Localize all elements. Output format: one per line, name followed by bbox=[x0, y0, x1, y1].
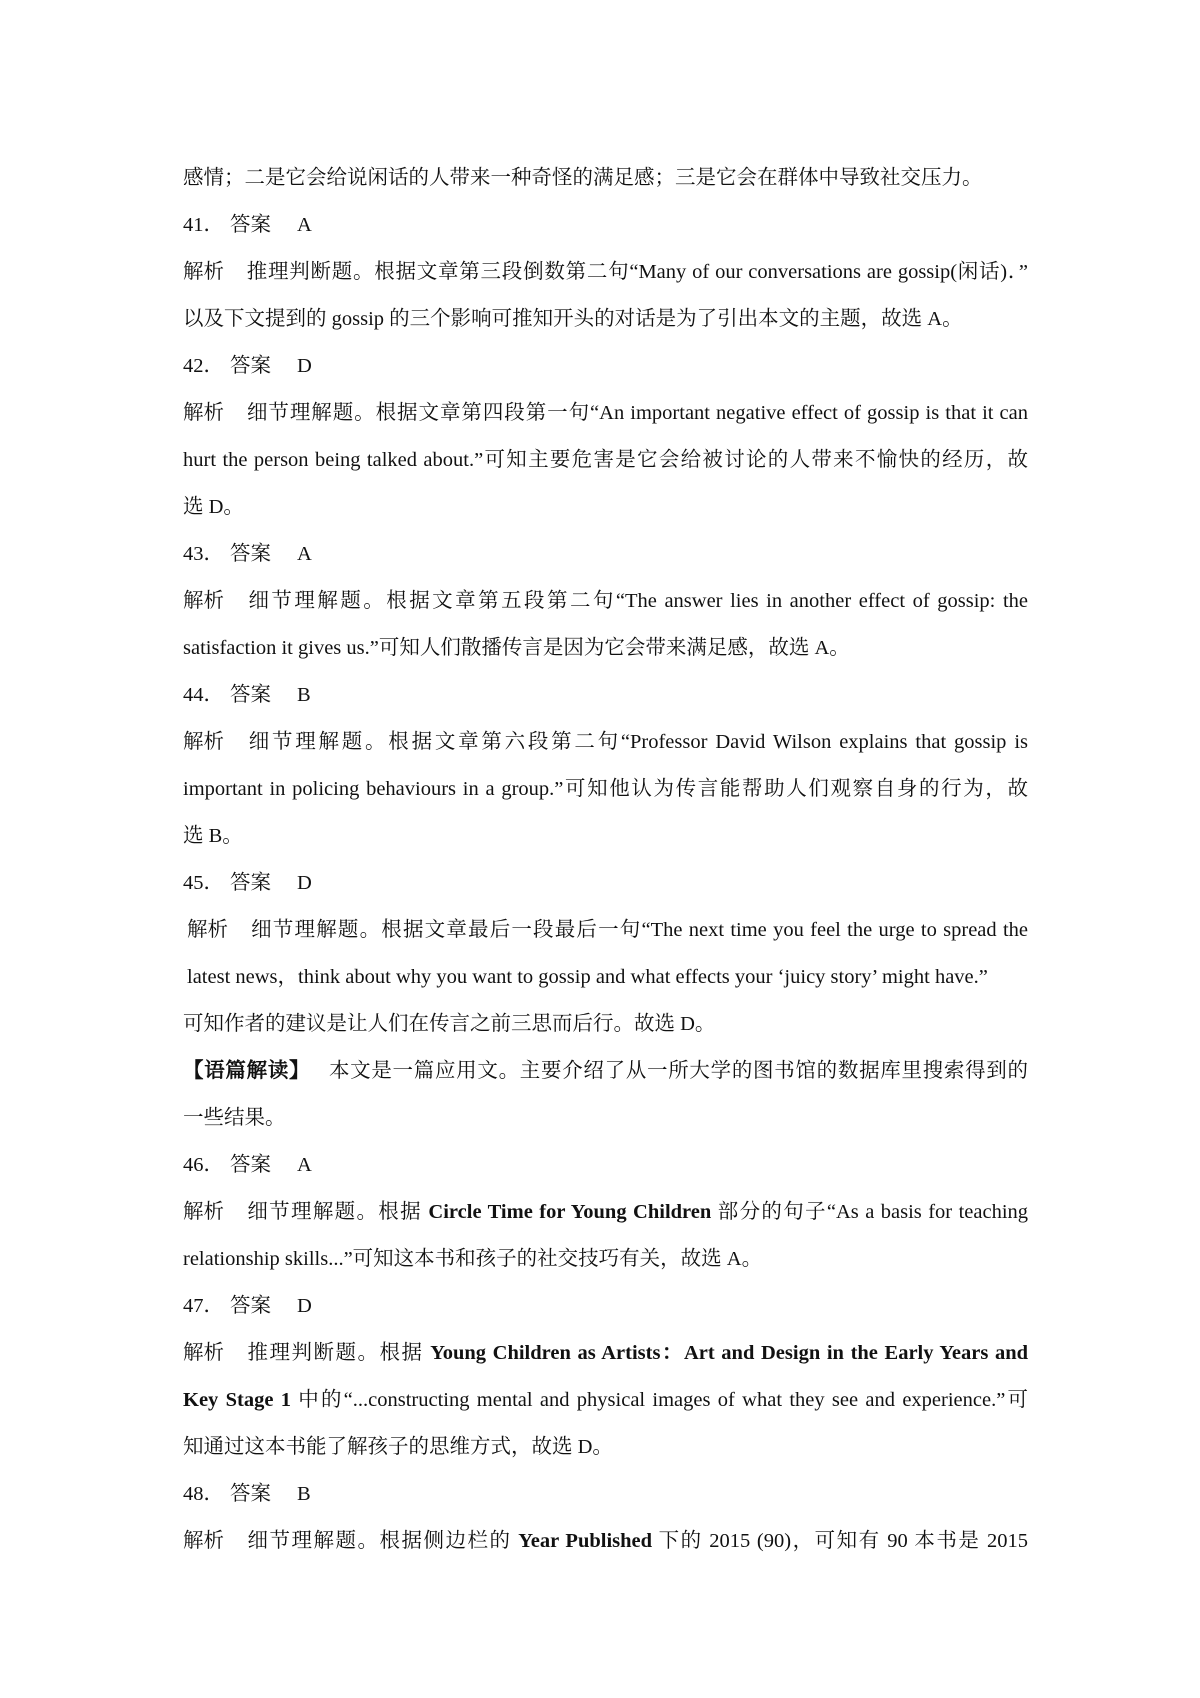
answer-48 bbox=[183, 1471, 1028, 1518]
analysis-48-line-1 bbox=[183, 1518, 1028, 1565]
answer-47 bbox=[183, 1283, 1028, 1330]
analysis-label: 解析 bbox=[183, 731, 224, 753]
answer-label: 答案 bbox=[230, 214, 271, 236]
analysis-text: 细节理解题。根据文章第五段第二句“The answer lies in another effect of gossip: the bbox=[246, 590, 1028, 612]
book-title: Key Stage 1 bbox=[183, 1389, 291, 1411]
analysis-text: 推理判断题。根据 bbox=[246, 1342, 431, 1364]
analysis-45-line-1 bbox=[183, 907, 1028, 954]
sidebar-heading: Year Published bbox=[518, 1530, 653, 1552]
analysis-text: 下的 2015 (90)，可知有 90 本书是 2015 bbox=[652, 1530, 1028, 1552]
answer-letter: D bbox=[297, 355, 312, 377]
book-title: Circle Time for Young Children bbox=[428, 1201, 712, 1223]
reading-summary-line-2: 一些结果。 bbox=[183, 1107, 286, 1129]
analysis-45-line-3: 可知作者的建议是让人们在传言之前三思而后行。故选 D。 bbox=[183, 1013, 716, 1035]
answer-label: 答案 bbox=[230, 355, 271, 377]
answer-label: 答案 bbox=[230, 684, 271, 706]
answer-45 bbox=[183, 860, 1028, 907]
analysis-text: 中的“...constructing mental and physical images of what they see and experience.”可 bbox=[291, 1389, 1028, 1411]
analysis-42-line-3: 选 D。 bbox=[183, 496, 244, 518]
question-number: 46． bbox=[183, 1154, 224, 1176]
answer-letter: A bbox=[297, 214, 312, 236]
answer-42 bbox=[183, 343, 1028, 390]
analysis-43-line-1 bbox=[183, 578, 1028, 625]
analysis-42-line-2: hurt the person being talked about.”可知主要危害是它会给被讨论的人带来不愉快的经历，故 bbox=[183, 449, 1028, 471]
analysis-label: 解析 bbox=[183, 590, 224, 612]
answer-letter: A bbox=[297, 543, 312, 565]
answer-letter: D bbox=[297, 1295, 312, 1317]
analysis-text: 推理判断题。根据文章第三段倒数第二句“Many of our conversations are gossip(闲话)．” bbox=[246, 261, 1028, 283]
answer-letter: B bbox=[297, 1483, 311, 1505]
analysis-46-line-2: relationship skills...”可知这本书和孩子的社交技巧有关，故选 A。 bbox=[183, 1248, 763, 1270]
answer-label: 答案 bbox=[230, 1483, 271, 1505]
analysis-47-line-3: 知通过这本书能了解孩子的思维方式，故选 D。 bbox=[183, 1436, 613, 1458]
analysis-44-line-3: 选 B。 bbox=[183, 825, 243, 847]
analysis-text: 细节理解题。根据 bbox=[246, 1201, 429, 1223]
analysis-41-line-1 bbox=[183, 249, 1028, 296]
analysis-label: 解析 bbox=[183, 261, 224, 283]
question-number: 48． bbox=[183, 1483, 224, 1505]
book-title: Young Children as Artists：Art and Design in the Early Years and bbox=[430, 1342, 1028, 1364]
question-number: 47． bbox=[183, 1295, 224, 1317]
question-number: 45． bbox=[183, 872, 224, 894]
document-page bbox=[183, 155, 1028, 1565]
answer-label: 答案 bbox=[230, 543, 271, 565]
analysis-text: 部分的句子“As a basis for teaching bbox=[711, 1201, 1028, 1223]
question-number: 44． bbox=[183, 684, 224, 706]
analysis-45-line-2: latest news，think about why you want to gossip and what effects your ‘juicy story’ might have.” bbox=[187, 966, 988, 988]
analysis-label: 解析 bbox=[183, 1530, 224, 1552]
answer-letter: B bbox=[297, 684, 311, 706]
answer-44 bbox=[183, 672, 1028, 719]
analysis-46-line-1 bbox=[183, 1189, 1028, 1236]
analysis-text: 细节理解题。根据文章第四段第一句“An important negative effect of gossip is that it can bbox=[246, 402, 1028, 424]
reading-summary-text: 本文是一篇应用文。主要介绍了从一所大学的图书馆的数据库里搜索得到的 bbox=[328, 1060, 1028, 1082]
analysis-label: 解析 bbox=[183, 1201, 224, 1223]
analysis-41-line-2: 以及下文提到的 gossip 的三个影响可推知开头的对话是为了引出本文的主题，故选 A。 bbox=[183, 308, 963, 330]
reading-summary-label: 【语篇解读】 bbox=[183, 1060, 311, 1082]
question-number: 43． bbox=[183, 543, 224, 565]
analysis-label: 解析 bbox=[183, 402, 224, 424]
answer-46 bbox=[183, 1142, 1028, 1189]
analysis-47-line-2 bbox=[183, 1377, 1028, 1424]
question-number: 41． bbox=[183, 214, 224, 236]
analysis-42-line-1 bbox=[183, 390, 1028, 437]
answer-label: 答案 bbox=[230, 1295, 271, 1317]
answer-label: 答案 bbox=[230, 1154, 271, 1176]
analysis-label: 解析 bbox=[183, 1342, 224, 1364]
analysis-label: 解析 bbox=[187, 919, 228, 941]
analysis-44-line-1 bbox=[183, 719, 1028, 766]
reading-summary-line-1 bbox=[183, 1048, 1028, 1095]
paragraph-line: 感情；二是它会给说闲话的人带来一种奇怪的满足感；三是它会在群体中导致社交压力。 bbox=[183, 167, 983, 189]
answer-43 bbox=[183, 531, 1028, 578]
analysis-text: 细节理解题。根据文章最后一段最后一句“The next time you feel the urge to spread the bbox=[250, 919, 1028, 941]
analysis-44-line-2: important in policing behaviours in a group.”可知他认为传言能帮助人们观察自身的行为，故 bbox=[183, 778, 1028, 800]
analysis-43-line-2: satisfaction it gives us.”可知人们散播传言是因为它会带来满足感，故选 A。 bbox=[183, 637, 850, 659]
question-number: 42． bbox=[183, 355, 224, 377]
analysis-text: 细节理解题。根据侧边栏的 bbox=[246, 1530, 519, 1552]
analysis-text: 细节理解题。根据文章第六段第二句“Professor David Wilson explains that gossip is bbox=[246, 731, 1028, 753]
answer-letter: D bbox=[297, 872, 312, 894]
analysis-47-line-1 bbox=[183, 1330, 1028, 1377]
answer-letter: A bbox=[297, 1154, 312, 1176]
answer-label: 答案 bbox=[230, 872, 271, 894]
answer-41 bbox=[183, 202, 1028, 249]
